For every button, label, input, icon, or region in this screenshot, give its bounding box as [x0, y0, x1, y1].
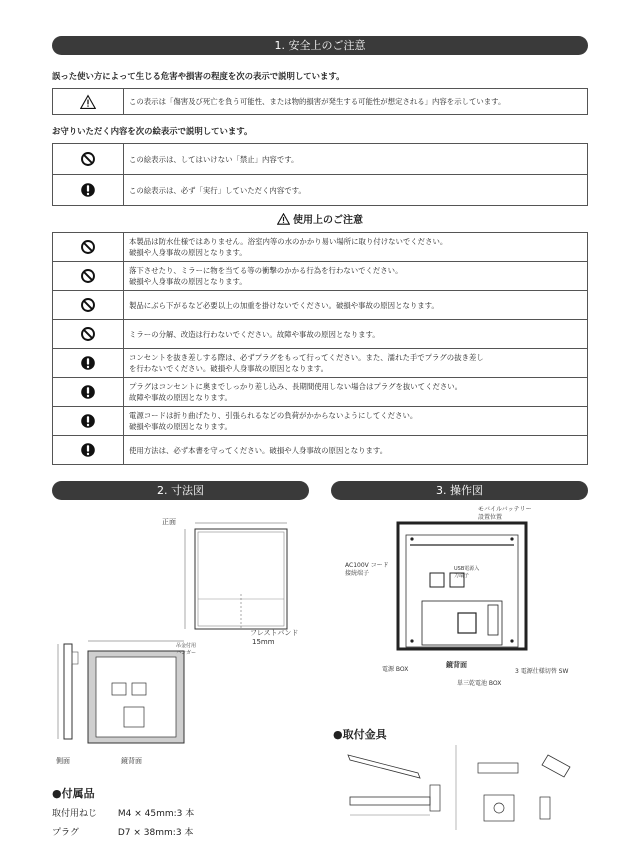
battery-position-label: モバイルバッテリー 設置位置	[478, 506, 532, 521]
prohibition-icon	[80, 297, 96, 313]
caution-row	[53, 436, 588, 465]
mandatory-icon	[80, 442, 96, 458]
bracket-size-label: 15mm	[252, 638, 275, 646]
caution-line: プラグはコンセントに奥までしっかり差し込み、長期間使用しない場合はプラグを抜いてください。	[129, 382, 463, 391]
caution-line: を行わないでください。破損や人身事故の原因となります。	[129, 364, 328, 373]
caution-text	[124, 291, 588, 320]
mandatory-icon	[80, 355, 96, 371]
accessory-item	[52, 825, 193, 838]
accessory-name: 取付用ねじ	[52, 809, 98, 819]
accessory-spec: M4 × 45mm:3 本	[117, 809, 195, 819]
accessory-spec: D7 × 38mm:3 本	[117, 828, 194, 838]
accessories-title: ●付属品	[52, 787, 95, 800]
accessory-item	[52, 806, 194, 819]
caution-heading	[0, 211, 640, 226]
warning-table	[52, 88, 588, 115]
side-view-label: 側面	[56, 757, 70, 765]
mirror-back-label: 鏡背面	[446, 661, 467, 669]
section-3-title: 3. 操作図	[436, 484, 483, 497]
caution-text	[124, 407, 588, 436]
caution-line: 製品にぶら下がるなど必要以上の加重を掛けないでください。破損や事故の原因となります。	[129, 300, 439, 310]
warning-cell	[53, 89, 124, 115]
caution-line: 破損や人身事故の原因となります。	[129, 277, 247, 286]
bracket-label: フレストバンド	[250, 629, 299, 637]
caution-text	[124, 436, 588, 465]
warning-description: この表示は「傷害及び死亡を負う可能性、または物的損害が発生する可能性が想定される」内容を示しています。	[124, 89, 588, 115]
section-1-title: 1. 安全上のご注意	[274, 39, 366, 52]
usb-terminal-label: USB電源入 力端子	[454, 566, 480, 579]
prohibition-icon	[80, 239, 96, 255]
caution-row	[53, 262, 588, 291]
accessory-name: プラグ	[52, 828, 80, 838]
back-view-label: 鏡背面	[121, 757, 142, 765]
caution-text	[124, 349, 588, 378]
caution-line: 落下させたり、ミラーに物を当てる等の衝撃のかかる行為を行わないでください。	[129, 266, 403, 275]
caution-row	[53, 378, 588, 407]
caution-line: ミラーの分解、改造は行わないでください。故障や事故の原因となります。	[129, 329, 380, 339]
caution-row	[53, 320, 588, 349]
caution-row	[53, 233, 588, 262]
caution-text	[124, 320, 588, 349]
prohibition-icon	[80, 268, 96, 284]
caution-row	[53, 349, 588, 378]
symbol-prohibition-text: この絵表示は、してはいけない「禁止」内容です。	[124, 144, 588, 175]
caution-line: 本製品は防水仕様ではありません。浴室内等の水のかかり易い場所に取り付けないでください。	[129, 237, 448, 246]
caution-line: 破損や事故の原因となります。	[129, 422, 232, 431]
power-box-label: 電源 BOX	[382, 666, 409, 673]
switch-label: 3 電源仕様切替 SW	[515, 668, 569, 675]
intro-text: 誤った使い方によって生じる危害や損害の程度を次の表示で説明しています。	[52, 71, 345, 81]
mandatory-icon	[80, 384, 96, 400]
caution-line: 破損や人身事故の原因となります。	[129, 248, 247, 257]
prohibition-icon	[80, 151, 96, 167]
caution-line: 故障や事故の原因となります。	[129, 393, 232, 402]
prohibition-icon	[80, 326, 96, 342]
hanger-label: 吊金付用 ハンガー	[176, 643, 197, 656]
mandatory-icon	[80, 182, 96, 198]
caution-line: コンセントを抜き差しする際は、必ずプラグをもって行ってください。また、濡れた手でプラグの抜き差し	[129, 353, 484, 362]
caution-row	[53, 291, 588, 320]
section-3-header	[331, 481, 588, 500]
warning-triangle-icon	[80, 94, 96, 110]
warning-triangle-icon	[277, 213, 290, 225]
battery-box-label: 単三乾電池 BOX	[457, 680, 502, 687]
caution-row	[53, 407, 588, 436]
caution-line: 電源コードは折り曲げたり、引張られるなどの負荷がかからないようにしてください。	[129, 411, 418, 420]
symbol-mandatory-text: この絵表示は、必ず「実行」していただく内容です。	[124, 175, 588, 206]
section-1-header	[52, 36, 588, 55]
caution-table	[52, 232, 588, 465]
caution-text	[124, 233, 588, 262]
ac-terminal-label: AC100V コード 接続端子	[345, 562, 389, 577]
caution-title: 使用上のご注意	[293, 215, 363, 226]
caution-line: 使用方法は、必ず本書を守ってください。破損や人身事故の原因となります。	[129, 445, 388, 455]
caution-text	[124, 378, 588, 407]
bracket-section-title: ●取付金具	[333, 728, 387, 741]
mandatory-icon	[80, 413, 96, 429]
symbol-table	[52, 143, 588, 206]
section-2-header	[52, 481, 309, 500]
front-view-label: 正面	[162, 518, 176, 526]
operation-drawing	[392, 515, 532, 655]
section-2-title: 2. 寸法図	[157, 484, 204, 497]
mounting-bracket-drawing	[338, 745, 583, 830]
caution-text	[124, 262, 588, 291]
intro-text-2: お守りいただく内容を次の絵表示で説明しています。	[52, 126, 253, 136]
